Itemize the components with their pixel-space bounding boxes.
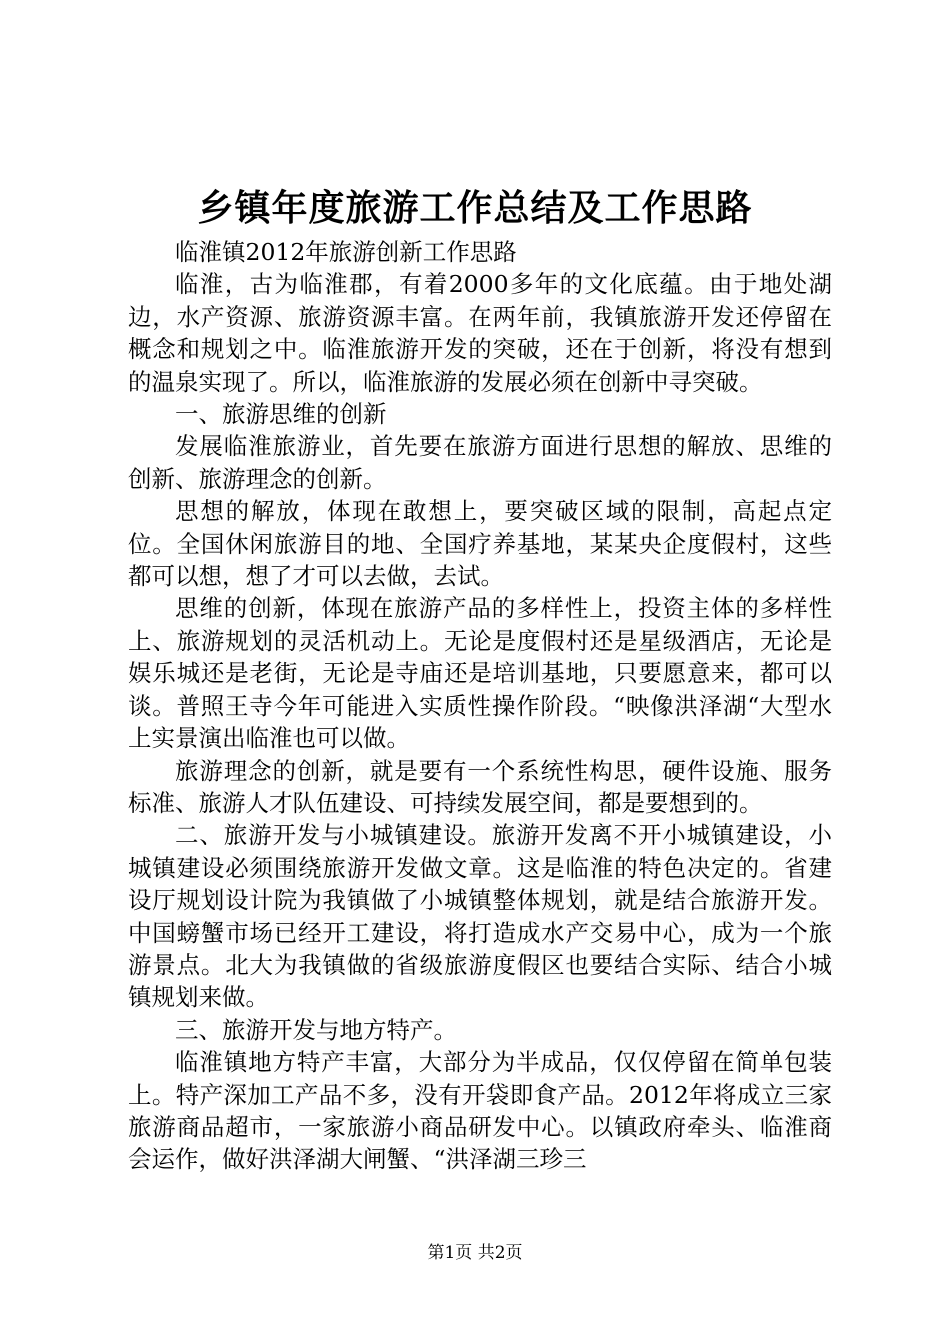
paragraph: 思维的创新，体现在旅游产品的多样性上，投资主体的多样性上、旅游规划的灵活机动上。无论是度假村还是星级酒店，无论是娱乐城还是老街，无论是寺庙还是培训基地，只要愿意来，都可以谈。普照王寺今年可能进入实质性操作阶段。“映像洪泽湖“大型水上实景演出临淮也可以做。 (128, 594, 832, 753)
paragraph: 发展临淮旅游业，首先要在旅游方面进行思想的解放、思维的创新、旅游理念的创新。 (128, 432, 832, 493)
document-title: 乡镇年度旅游工作总结及工作思路 (197, 187, 753, 229)
paragraph-subtitle: 临淮镇2012年旅游创新工作思路 (175, 238, 517, 266)
paragraph: 思想的解放，体现在敢想上，要突破区域的限制，高起点定位。全国休闲旅游目的地、全国疗养基地，某某央企度假村，这些都可以想，想了才可以去做，去试。 (128, 497, 832, 591)
section-heading-3: 三、旅游开发与地方特产。 (175, 1015, 457, 1044)
paragraph: 旅游理念的创新，就是要有一个系统性构思，硬件设施、服务标准、旅游人才队伍建设、可持续发展空间，都是要想到的。 (128, 756, 832, 817)
page-footer: 第1页 共2页 (427, 1243, 523, 1263)
section-heading-2: 二、旅游开发与小城镇建设。旅游开发离不开小城镇建设，小城镇建设必须围绕旅游开发做文章。这是临淮的特色决定的。省建设厅规划设计院为我镇做了小城镇整体规划，就是结合旅游开发。中国螃蟹市场已经开工建设，将打造成水产交易中心，成为一个旅游景点。北大为我镇做的省级旅游度假区也要结合实际、结合小城镇规划来做。 (128, 821, 832, 1012)
section-heading-1: 一、旅游思维的创新 (175, 400, 387, 429)
paragraph: 临淮，古为临淮郡，有着2000多年的文化底蕴。由于地处湖边，水产资源、旅游资源丰富。在两年前，我镇旅游开发还停留在概念和规划之中。临淮旅游开发的突破，还在于创新，将没有想到的温泉实现了。所以，临淮旅游的发展必须在创新中寻突破。 (128, 270, 832, 396)
paragraph: 临淮镇地方特产丰富，大部分为半成品，仅仅停留在简单包装上。特产深加工产品不多，没有开袋即食产品。2012年将成立三家旅游商品超市，一家旅游小商品研发中心。以镇政府牵头、临淮商会运作，做好洪泽湖大闸蟹、“洪泽湖三珍三 (128, 1048, 832, 1174)
document-body (128, 236, 832, 1176)
